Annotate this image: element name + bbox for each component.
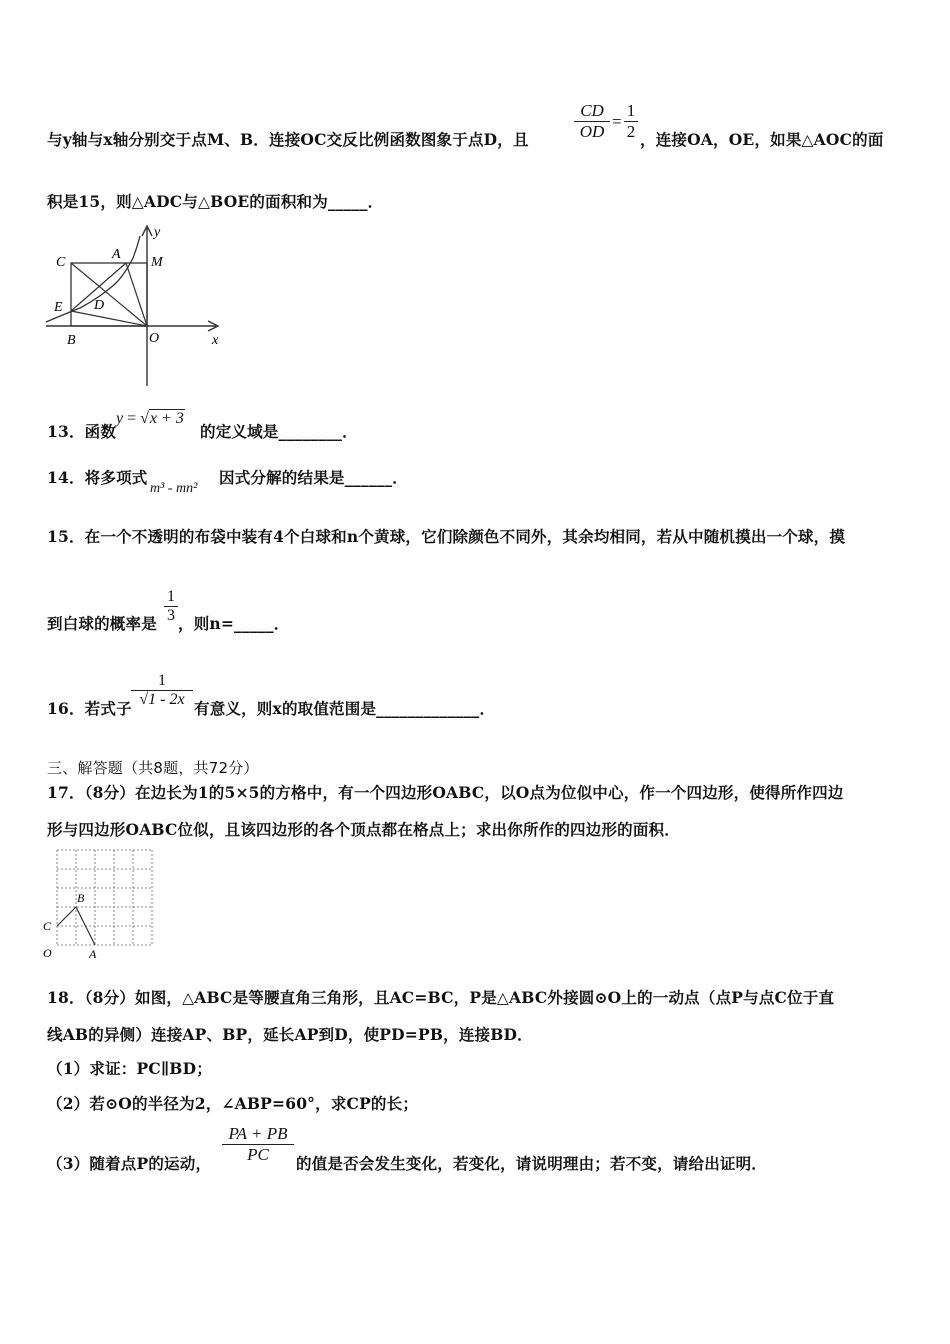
q18-line1: 18．（8分）如图，△ABC是等腰直角三角形，且AC=BC，P是△ABC外接圆⊙O上的一动点（点P与点C位于直 <box>47 988 835 1007</box>
q12-figure <box>40 222 230 390</box>
q12-line1-post: ，连接OA，OE，如果△AOC的面 <box>640 130 884 149</box>
q15-line2-pre: 到白球的概率是 <box>47 614 157 633</box>
segment-oe <box>71 311 147 326</box>
q18-part1: （1）求证：PC∥BD； <box>47 1059 212 1078</box>
fraction-denominator: OD <box>579 122 605 141</box>
sqrt-icon: √ <box>140 410 149 427</box>
q12-fraction-half <box>624 101 638 142</box>
sqrt-icon: √ <box>139 691 149 708</box>
label-y: y <box>154 225 161 240</box>
q13-pre: 13．函数 <box>47 422 117 441</box>
q17-grid-figure <box>40 844 160 962</box>
q18-fraction <box>222 1124 294 1165</box>
label-a: A <box>89 947 97 961</box>
q14-post: 因式分解的结果是______． <box>219 468 409 487</box>
fraction-numerator: 1 <box>626 101 636 120</box>
q17-line1: 17．（8分）在边长为1的5×5的方格中，有一个四边形OABC，以O点为位似中心，作一个四边形，使得所作四边 <box>47 783 844 802</box>
q17-line2: 形与四边形OABC位似，且该四边形的各个顶点都在格点上；求出你所作的四边形的面积． <box>47 820 680 839</box>
q18-part3-pre: （3）随着点P的运动， <box>47 1154 212 1173</box>
formula-y: y <box>116 410 124 427</box>
label-d: D <box>94 298 105 313</box>
label-m: M <box>151 255 163 270</box>
fraction-denominator: 2 <box>626 122 636 141</box>
q16-post: 有意义，则x的取值范围是_____________． <box>194 699 496 718</box>
section-title: 三、解答题（共8题，共72分） <box>47 759 259 777</box>
fraction-denominator <box>131 691 193 709</box>
q15-line1: 15．在一个不透明的布袋中装有4个白球和n个黄球，它们除颜色不同外，其余均相同，若从中随机摸出一个球，摸 <box>47 527 846 546</box>
q18-part3-post: 的值是否会发生变化，若变化，请说明理由；若不变，请给出证明． <box>296 1154 768 1173</box>
formula-equals: = <box>127 410 137 427</box>
fraction-numerator: 1 <box>158 672 166 689</box>
label-b: B <box>77 891 85 905</box>
fraction-numerator: PA + PB <box>228 1124 288 1143</box>
label-c: C <box>56 255 66 270</box>
q12-line1-pre: 与y轴与x轴分别交于点M、B．连接OC交反比例函数图象于点D，且 <box>47 130 529 149</box>
segment-oc <box>71 263 147 326</box>
equals-sign: = <box>612 112 622 131</box>
q18-part2: （2）若⊙O的半径为2，∠ABP=60°，求CP的长； <box>47 1094 419 1113</box>
formula-radicand: x + 3 <box>149 410 184 427</box>
q18-line2: 线AB的异侧）连接AP、BP，延长AP到D，使PD=PB，连接BD． <box>47 1025 533 1044</box>
grid-lines <box>57 850 152 945</box>
q12-line2: 积是15，则△ADC与△BOE的面积和为_____． <box>47 192 384 211</box>
fraction-numerator: 1 <box>167 588 175 605</box>
label-e: E <box>54 300 63 315</box>
q12-fraction-cd-od <box>574 101 610 142</box>
label-c: C <box>43 919 52 933</box>
fraction-radicand: 1 - 2x <box>148 691 185 708</box>
q15-line2-post: ，则n=_____． <box>178 614 290 633</box>
label-x: x <box>212 333 219 348</box>
q13-formula <box>116 410 185 428</box>
q16-fraction <box>131 672 193 709</box>
q14-formula: m³ - mn² <box>150 481 198 496</box>
q13-post: 的定义域是________． <box>200 422 358 441</box>
label-b: B <box>67 333 76 348</box>
label-o: O <box>43 946 52 960</box>
fraction-numerator: CD <box>580 101 604 120</box>
q16-pre: 16．若式子 <box>47 699 132 718</box>
q15-fraction <box>164 588 178 625</box>
label-a: A <box>112 247 121 262</box>
q14-pre: 14．将多项式 <box>47 468 148 487</box>
fraction-denominator: PC <box>247 1145 269 1164</box>
fraction-denominator: 3 <box>167 607 175 624</box>
label-o: O <box>149 331 160 346</box>
